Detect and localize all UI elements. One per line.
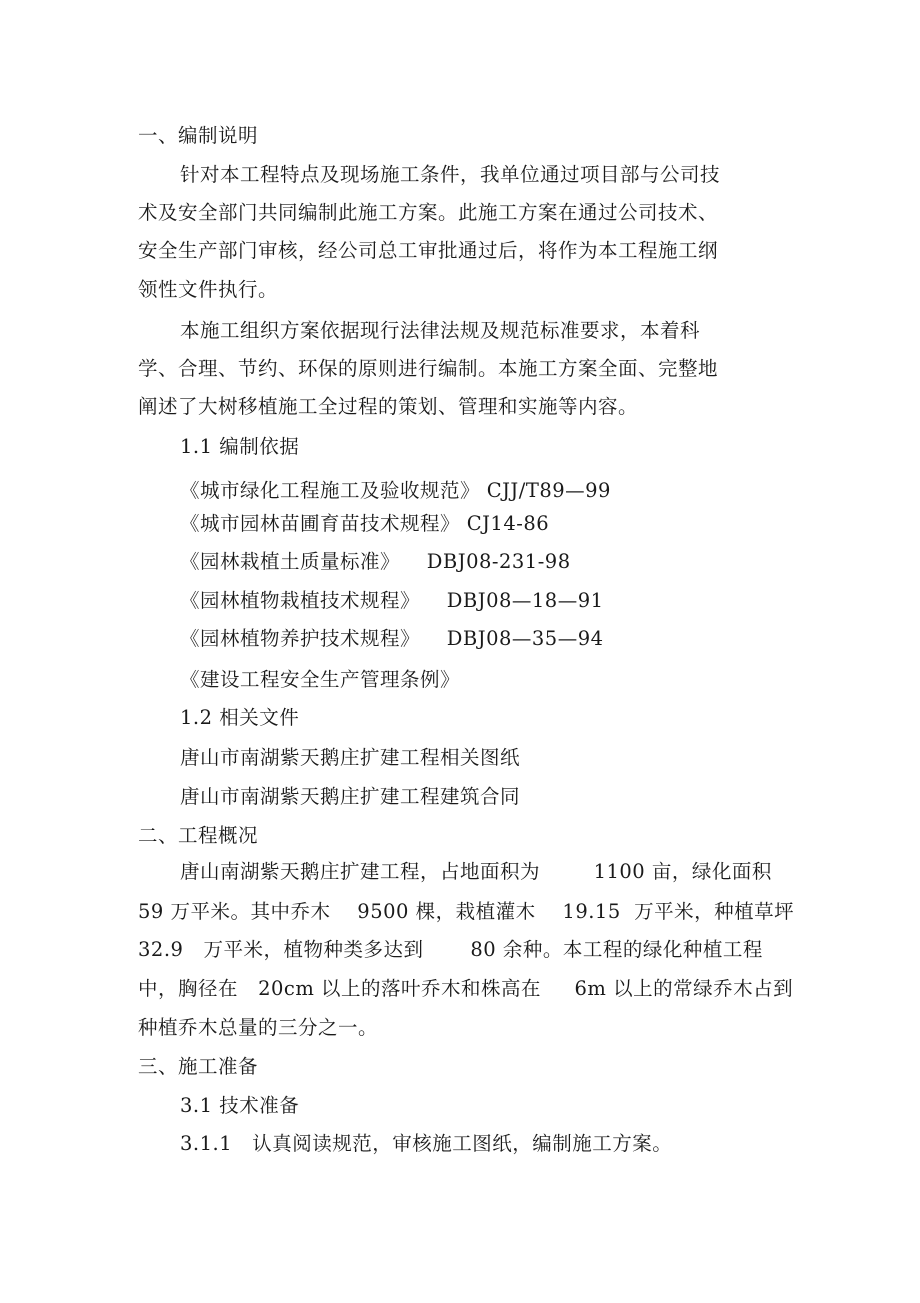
item-3-1-1: 3.1.1 认真阅读规范，审核施工图纸，编制施工方案。 (180, 1132, 673, 1155)
reference-item: 《城市园林苗圃育苗技术规程》 CJ14-86 (180, 512, 550, 535)
related-document-item: 唐山市南湖紫天鹅庄扩建工程建筑合同 (180, 785, 521, 808)
subsection-3-1-heading: 3.1 技术准备 (180, 1094, 300, 1117)
section-2-para-line-4: 中，胸径在 20cm 以上的落叶乔木和株高在 6m 以上的常绿乔木占到 (138, 977, 794, 1000)
subsection-1-1-heading: 1.1 编制依据 (180, 435, 300, 458)
section-2-para-line-2: 59 万平米。其中乔木 9500 棵，栽植灌木 19.15 万平米，种植草坪 (138, 900, 795, 923)
section-1-para1-line-3: 安全生产部门审核，经公司总工审批通过后，将作为本工程施工纲 (138, 239, 719, 262)
section-2-para-line-1: 唐山南湖紫天鹅庄扩建工程，占地面积为 1100 亩，绿化面积 (180, 860, 772, 883)
reference-item: 《园林栽植土质量标准》 DBJ08-231-98 (180, 550, 571, 573)
section-3-heading: 三、施工准备 (138, 1055, 259, 1078)
section-1-para2-line-3: 阐述了大树移植施工全过程的策划、管理和实施等内容。 (138, 395, 639, 418)
section-1-heading: 一、编制说明 (138, 124, 259, 147)
section-1-para1-line-4: 领性文件执行。 (138, 278, 279, 301)
reference-item: 《园林植物栽植技术规程》 DBJ08—18—91 (180, 589, 604, 612)
related-document-item: 唐山市南湖紫天鹅庄扩建工程相关图纸 (180, 746, 521, 769)
section-2-para-line-5: 种植乔木总量的三分之一。 (138, 1016, 379, 1039)
subsection-1-2-heading: 1.2 相关文件 (180, 706, 300, 729)
reference-item: 《城市绿化工程施工及验收规范》 CJJ/T89—99 (180, 479, 611, 502)
reference-item: 《建设工程安全生产管理条例》 (180, 668, 461, 691)
section-1-para1-line-2: 术及安全部门共同编制此施工方案。此施工方案在通过公司技术、 (138, 201, 719, 224)
section-1-para2-line-1: 本施工组织方案依据现行法律法规及规范标准要求，本着科 (180, 319, 701, 342)
reference-item: 《园林植物养护技术规程》 DBJ08—35—94 (180, 627, 604, 650)
section-2-para-line-3: 32.9 万平米，植物种类多达到 80 余种。本工程的绿化种植工程 (138, 938, 763, 961)
section-2-heading: 二、工程概况 (138, 824, 259, 847)
section-1-para1-line-1: 针对本工程特点及现场施工条件，我单位通过项目部与公司技 (180, 163, 721, 186)
section-1-para2-line-2: 学、合理、节约、环保的原则进行编制。本施工方案全面、完整地 (138, 357, 719, 380)
